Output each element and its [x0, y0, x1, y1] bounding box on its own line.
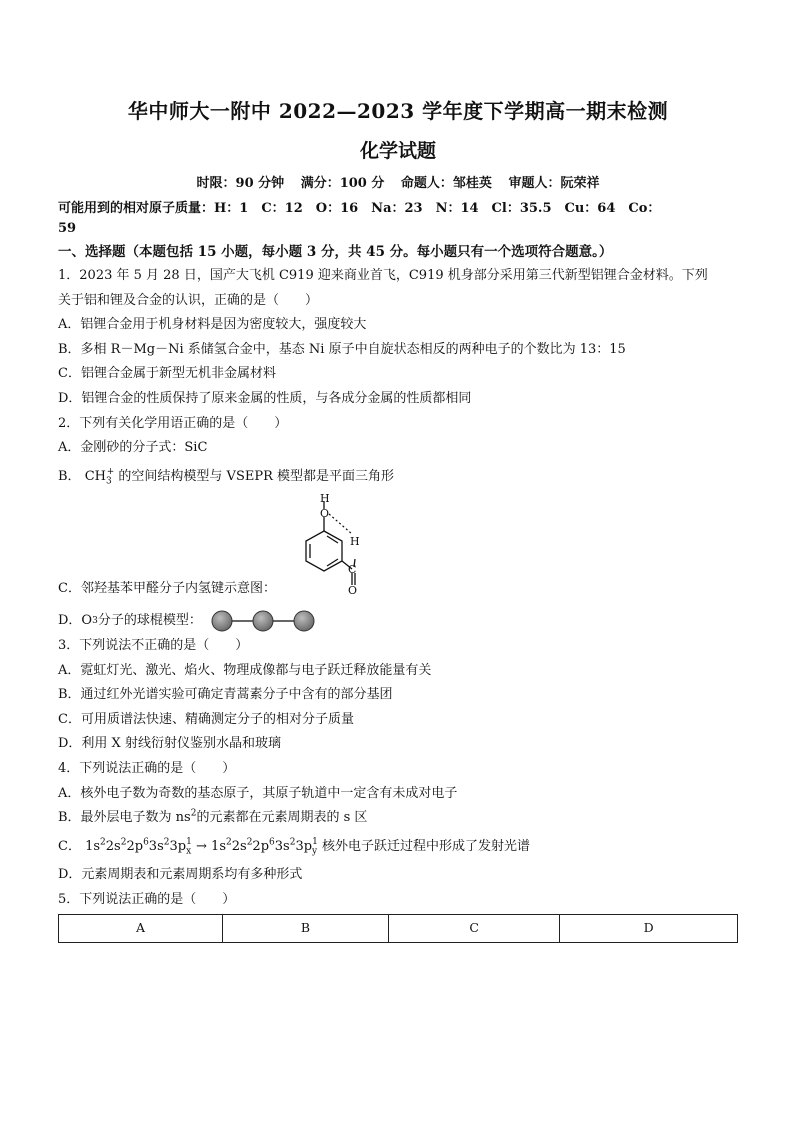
methyl-cation-formula: $CH_3^+$ — [84, 467, 115, 487]
q2-d-prefix: D．O — [58, 612, 93, 628]
q3-option-a: A．霓虹灯光、激光、焰火、物理成像都与电子跃迁释放能量有关 — [58, 662, 432, 678]
q1-option-c: C．铝锂合金属于新型无机非金属材料 — [58, 366, 276, 382]
exam-meta — [58, 174, 738, 194]
q1-option-d: D．铝锂合金的性质保持了原来金属的性质，与各成分金属的性质都相同 — [58, 390, 472, 406]
q5-stem: 5．下列说法正确的是（ ） — [58, 891, 236, 907]
oxygen-ball-2 — [253, 611, 273, 631]
q4-stem: 4．下列说法正确的是（ ） — [58, 760, 236, 776]
q3-option-b: B．通过红外光谱实验可确定青蒿素分子中含有的部分基团 — [58, 687, 393, 703]
q2-option-d: D．O 3 分子的球棍模型： — [58, 608, 738, 634]
mol-o2: O — [348, 584, 358, 598]
q2-option-b — [58, 465, 738, 490]
mol-c: C — [348, 563, 357, 577]
section-heading: 一、选择题（本题包括 15 小题，每小题 3 分，共 45 分。每小题只有一个选项符合题意。） — [58, 244, 613, 260]
meta-time: 时限：90 分钟 — [196, 176, 285, 191]
question-3 — [58, 634, 738, 757]
question-1 — [58, 264, 738, 412]
oxygen-ball-1 — [212, 611, 232, 631]
exam-title: 华中师大一附中 2022—2023 学年度下学期高一期末检测 — [127, 99, 669, 123]
q5-options-table — [58, 914, 738, 943]
q2-b-suffix: 的空间结构模型与 VSEPR 模型都是平面三角形 — [118, 468, 395, 484]
q3-stem: 3．下列说法不正确的是（ ） — [58, 637, 249, 653]
atomic-masses — [58, 198, 738, 238]
q1-option-b: B．多相 R－Mg－Ni 系储氢合金中，基态 Ni 原子中自旋状态相反的两种电子的个数比为 13：15 — [58, 341, 626, 357]
q4-option-d: D．元素周期表和元素周期系均有多种形式 — [58, 867, 303, 883]
exam-page — [58, 96, 738, 943]
atomic-masses-line1: 可能用到的相对原子质量：H：1 C：12 O：16 Na：23 N：14 Cl：35.5 Cu：64 Co： — [58, 201, 661, 216]
q5-col-a: A — [59, 915, 223, 943]
question-2 — [58, 412, 738, 634]
electron-config-transition: $1s^22s^22p^63s^23p_x^1 \to 1s^22s^22p^63s^23p_y^1$ — [85, 837, 318, 857]
table-row — [59, 915, 738, 943]
mol-h2: H — [350, 535, 360, 549]
meta-author: 命题人：邹桂英 — [400, 176, 492, 191]
exam-subtitle: 化学试题 — [359, 140, 436, 162]
q4-option-a: A．核外电子数为奇数的基态原子，其原子轨道中一定含有未成对电子 — [58, 785, 458, 801]
q3-option-d: D．利用 X 射线衍射仪鉴别水晶和玻璃 — [58, 736, 281, 752]
q2-b-prefix: B． — [58, 468, 81, 484]
q5-col-d: D — [560, 915, 738, 943]
q4-option-c: C． $1s^22s^22p^63s^23p_x^1 \to 1s^22s^22p^63s^23p_y^1$ 核外电子跃迁过程中形成了发射光谱 — [58, 837, 531, 857]
mol-h1: H — [320, 493, 330, 506]
q1-option-a: A．铝锂合金用于机身材料是因为密度较大，强度较大 — [58, 317, 367, 333]
q3-option-c: C．可用质谱法快速、精确测定分子的相对分子质量 — [58, 711, 354, 727]
atomic-masses-line2: 59 — [58, 221, 77, 236]
question-4 — [58, 757, 738, 888]
q2-d-suffix: 分子的球棍模型： — [97, 612, 202, 628]
meta-score: 满分：100 分 — [300, 176, 385, 191]
oxygen-ball-3 — [294, 611, 314, 631]
q1-stem-line1: 1．2023 年 5 月 28 日，国产大飞机 C919 迎来商业首飞，C919 机身部分采用第三代新型铝锂合金材料。下列 — [58, 268, 708, 283]
q1-stem-line2: 关于铝和锂及合金的认识，正确的是（ ） — [58, 292, 319, 308]
meta-reviewer: 审题人：阮荣祥 — [508, 176, 600, 191]
q5-col-b: B — [222, 915, 388, 943]
q4-option-b: B．最外层电子数为 $ns^2$的元素都在元素周期表的 s 区 — [58, 808, 368, 826]
q2-stem: 2．下列有关化学用语正确的是（ ） — [58, 415, 288, 431]
question-5 — [58, 888, 738, 943]
q5-col-c: C — [389, 915, 560, 943]
q2-option-a: A．金刚砂的分子式：SiC — [58, 440, 208, 456]
salicylaldehyde-structure — [58, 493, 738, 597]
ozone-ball-stick-model — [208, 608, 318, 634]
salicylaldehyde-diagram — [296, 493, 386, 597]
mol-o1: O — [320, 507, 330, 521]
q2-option-c: C．邻羟基苯甲醛分子内氢键示意图： — [58, 581, 276, 597]
